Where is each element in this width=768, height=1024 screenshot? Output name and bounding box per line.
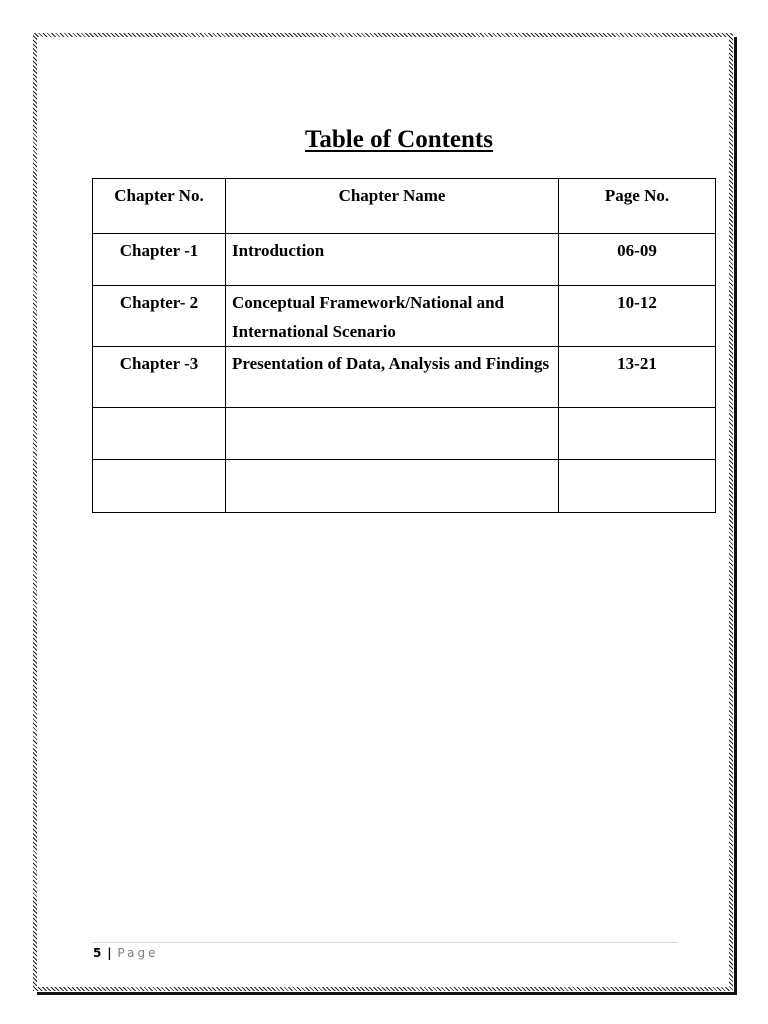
page-no-cell: 13-21 xyxy=(559,347,716,408)
page-no-cell: 10-12 xyxy=(559,286,716,347)
chapter-no-cell: Chapter -1 xyxy=(93,234,226,286)
header-chapter-name: Chapter Name xyxy=(226,179,559,234)
footer-divider xyxy=(92,942,678,943)
page-title: Table of Contents xyxy=(305,126,493,153)
page-footer xyxy=(93,945,158,961)
chapter-no-cell xyxy=(93,460,226,513)
table-row-empty xyxy=(93,408,716,460)
table-row-empty xyxy=(93,460,716,513)
table-row xyxy=(93,234,716,286)
toc-table xyxy=(92,178,716,513)
table-header-row xyxy=(93,179,716,234)
chapter-name-cell: Conceptual Framework/National and International Scenario xyxy=(226,286,559,347)
page-no-cell xyxy=(559,408,716,460)
page-no-cell xyxy=(559,460,716,513)
chapter-name-cell xyxy=(226,408,559,460)
header-chapter-no: Chapter No. xyxy=(93,179,226,234)
chapter-no-cell xyxy=(93,408,226,460)
chapter-name-cell xyxy=(226,460,559,513)
page-no-cell: 06-09 xyxy=(559,234,716,286)
page-label: Page xyxy=(117,946,159,960)
chapter-no-cell: Chapter -3 xyxy=(93,347,226,408)
table-row xyxy=(93,286,716,347)
table-row xyxy=(93,347,716,408)
page-number: 5 xyxy=(93,946,102,960)
chapter-no-cell: Chapter- 2 xyxy=(93,286,226,347)
chapter-name-cell: Introduction xyxy=(226,234,559,286)
chapter-name-cell: Presentation of Data, Analysis and Findings xyxy=(226,347,559,408)
header-page-no: Page No. xyxy=(559,179,716,234)
footer-separator: | xyxy=(107,946,112,960)
